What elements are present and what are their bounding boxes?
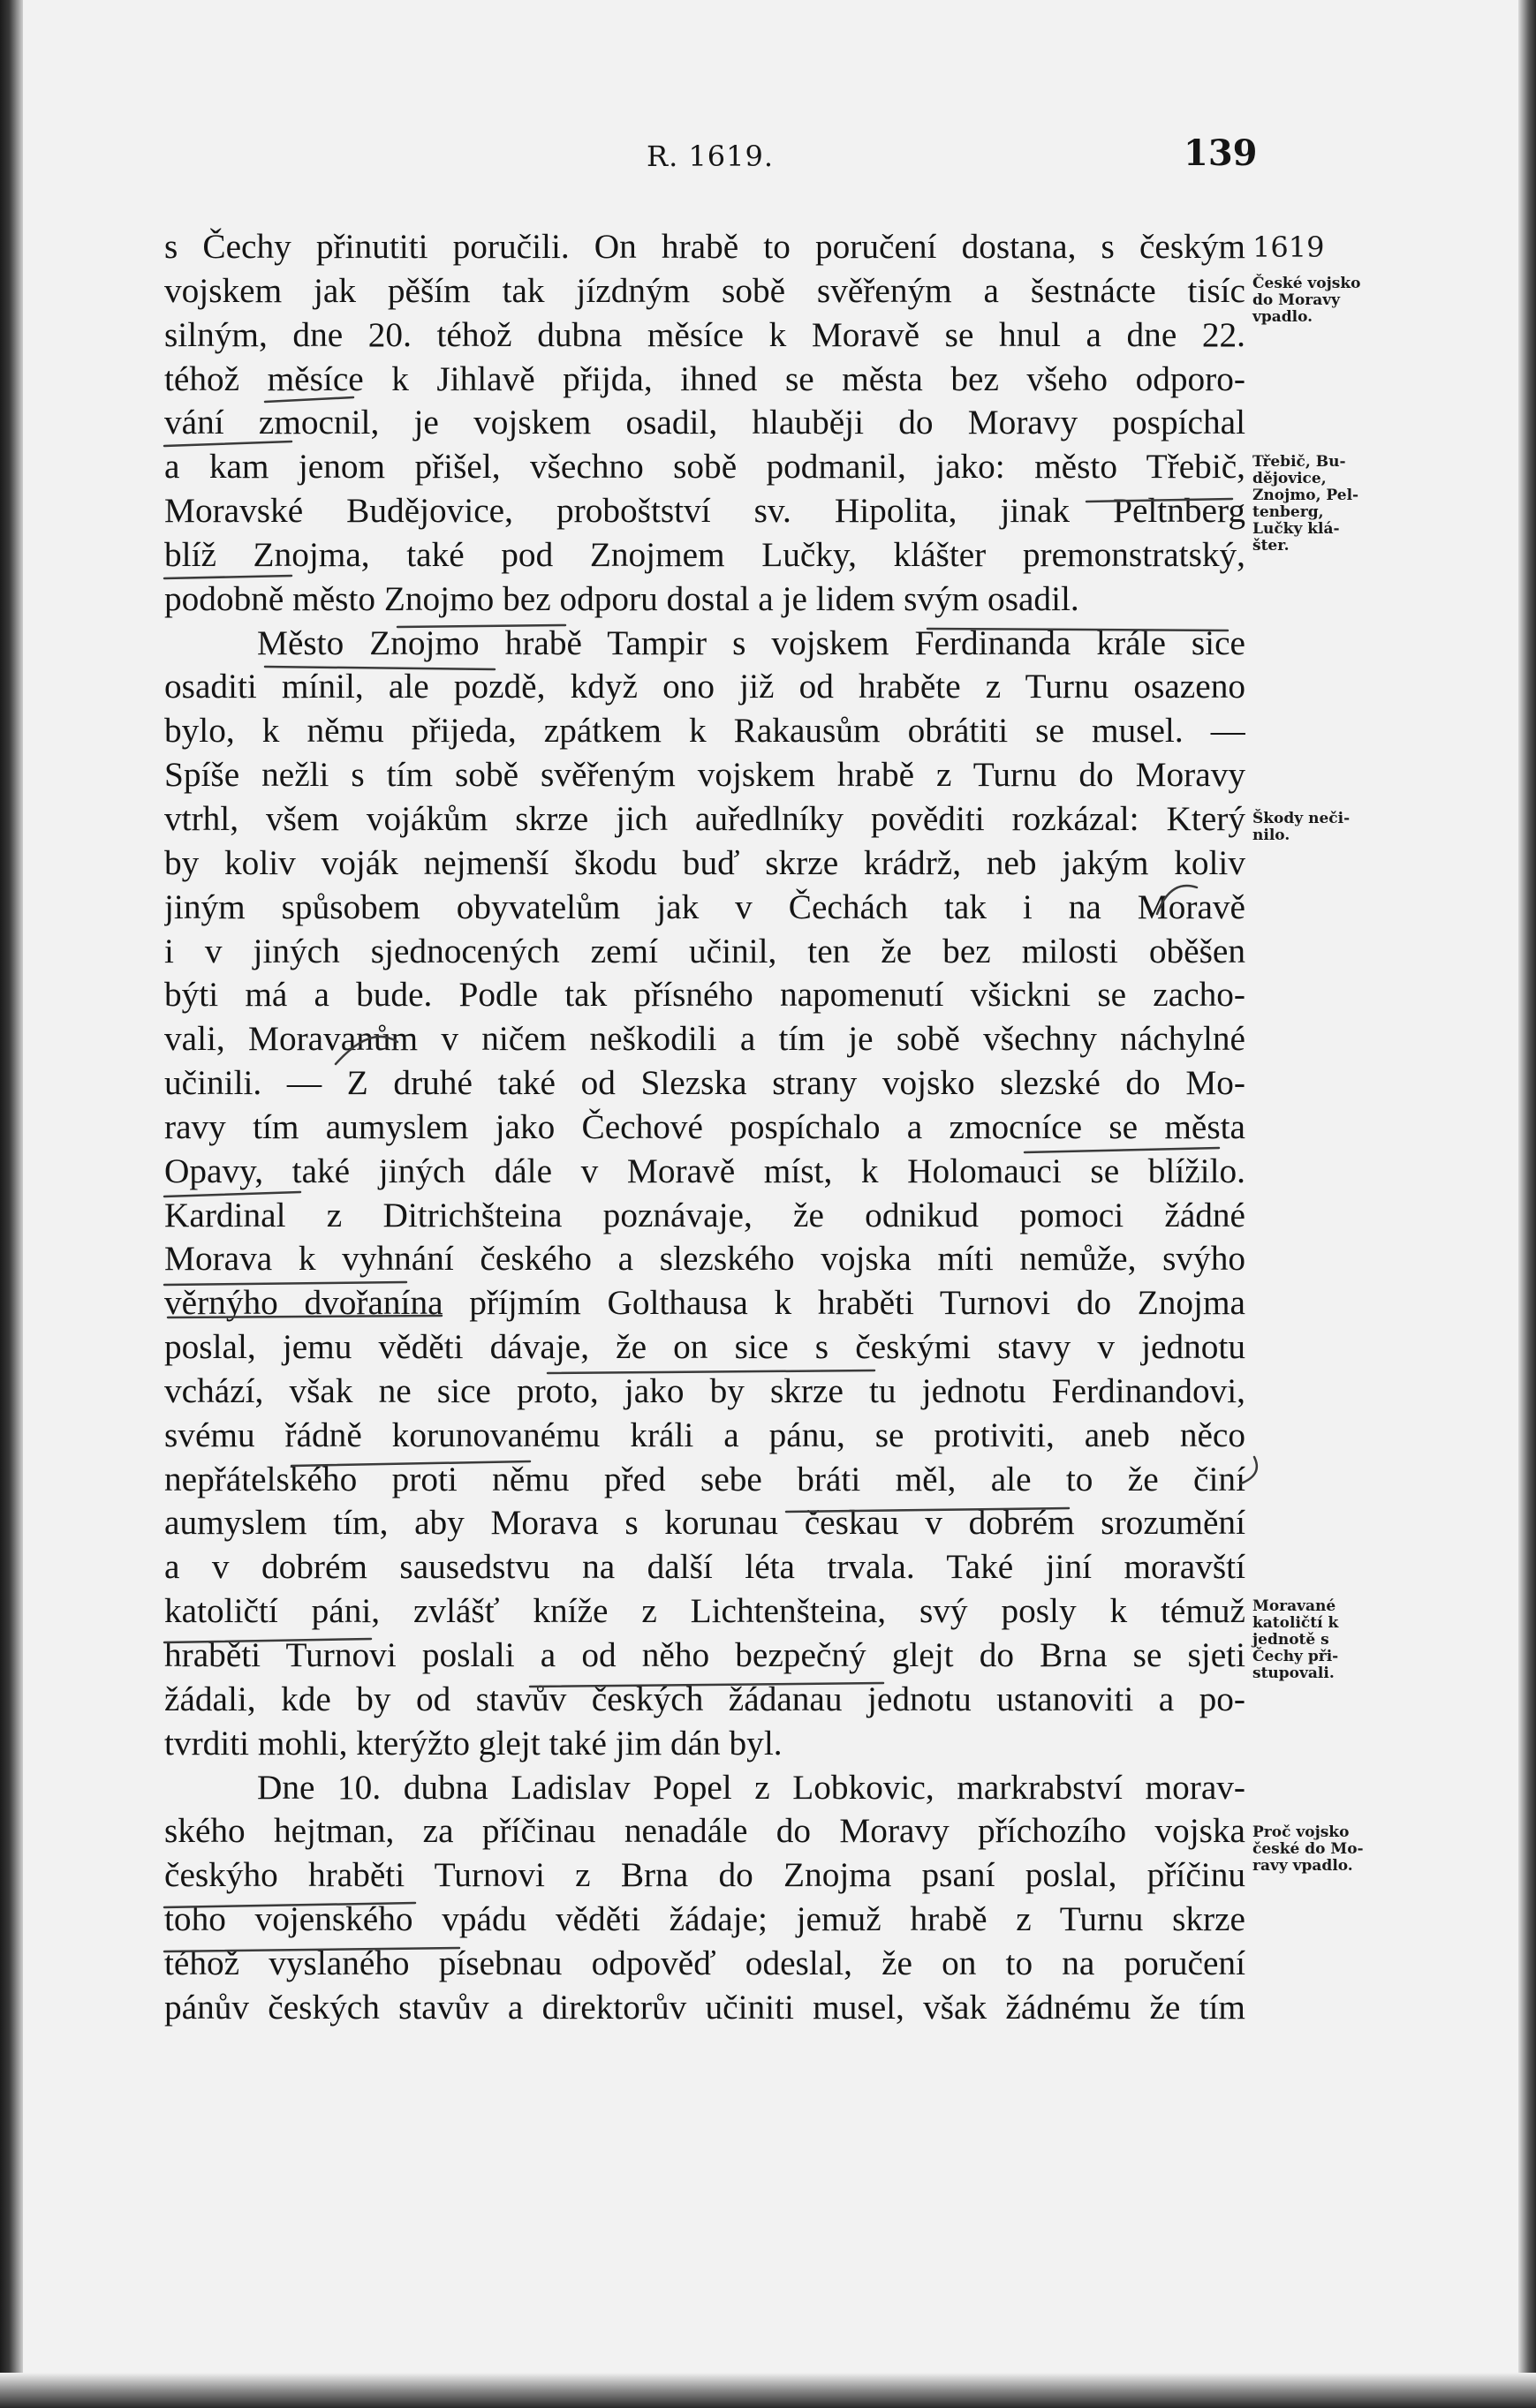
text-line: Morava k vyhnání českého a slezského vojska míti nemůže, svýho [164,1239,1245,1279]
text-line: Kardinal z Ditrichšteina poznávaje, že odnikud pomoci žádné [164,1195,1245,1234]
text-line: poslal, jemu věděti dávaje, že on sice s českými stavy v jednotu [164,1327,1245,1367]
text-line: jiným spůsobem obyvatelům jak v Čechách tak i na Moravě [164,887,1245,926]
pencil-loop [1157,886,1197,914]
text-line: s Čechy přinutiti poručili. On hrabě to poručení dostana, s českým [164,227,1245,266]
margin-note-damages: Škody neči- nilo. [1252,810,1351,844]
pencil-underline [1086,499,1232,502]
text-line: ského hejtman, za příčinau nenadále do Moravy příchozího vojska [164,1811,1245,1851]
text-line: vání zmocnil, je vojskem osadil, hlauběji do Moravy pospíchal [164,403,1245,442]
text-line: Dne 10. dubna Ladislav Popel z Lobkovic, markrabství morav- [257,1767,1245,1807]
pencil-underline [1025,1148,1219,1152]
pencil-underline [927,629,1228,630]
text-line: téhož měsíce k Jihlavě přijda, ihned se města bez všeho odporo- [164,359,1245,398]
text-line: vchází, však ne sice proto, jako by skrze tu jednotu Ferdinandovi, [164,1370,1245,1410]
pencil-underline [164,1903,415,1907]
pencil-underline [291,1461,530,1466]
text-line: ravy tím aumyslem jako Čechové pospíchalo a zmocníce se města [164,1106,1245,1146]
pencil-underline [548,1370,874,1373]
text-line: Moravské Budějovice, proboštství sv. Hipolita, jinak Peltnberg [164,491,1245,531]
pencil-underline [397,625,565,627]
page-number: 139 [1184,132,1258,174]
text-line: i v jiných sjednocených zemí učinil, ten že bez milosti oběšen [164,931,1245,970]
text-line: pánův českých stavův a direktorův učiniti musel, však žádnému že tím [164,1987,1245,2027]
text-line: Město Znojmo hrabě Tampir s vojskem Ferdinanda krále sice [257,623,1245,662]
text-line: bylo, k němu přijeda, zpátkem k Rakausům obrátiti se musel. — [164,711,1245,751]
pencil-underline [164,442,291,446]
text-line: by koliv voják nejmenší škodu buď skrze krádrž, neb jakým koliv [164,842,1245,882]
text-line: toho vojenského vpádu věděti žádaje; jemuž hrabě z Turnu skrze [164,1899,1245,1939]
pencil-underline [530,1683,883,1687]
text-line: katoličtí páni, zvlášť kníže z Lichtenšteina, svý posly k témuž [164,1591,1245,1631]
text-line: učinili. — Z druhé také od Slezska strany vojsko slezské do Mo- [164,1063,1245,1103]
text-line: věrnýho dvořanína příjmím Golthausa k hraběti Turnovi do Znojma [164,1283,1245,1323]
pencil-underline [786,1508,1069,1512]
text-line: Opavy, také jiných dále v Moravě míst, k Holomauci se blížilo. [164,1151,1245,1190]
text-line: blíž Znojma, také pod Znojmem Lučky, klášter premonstratský, [164,534,1245,574]
text-line: nepřátelského proti němu před sebe bráti měl, ale to že činí [164,1459,1245,1498]
pencil-underline [168,1316,442,1317]
text-line: aumyslem tím, aby Morava s korunau českau v dobrém srozumění [164,1503,1245,1543]
text-line: osaditi mínil, ale pozdě, když ono již od hraběte z Turnu osazeno [164,667,1245,706]
pencil-underline [164,1192,300,1196]
text-line: českýho hraběti Turnovi z Brna do Znojma psaní poslal, příčinu [164,1855,1245,1895]
pencil-loop [336,1037,397,1064]
text-line: vojskem jak pěším tak jízdným sobě svěřeným a šestnácte tisíc [164,270,1245,310]
text-line: tvrditi mohli, kterýžto glejt také jim dán byl. [164,1723,783,1763]
margin-note-czech-army: České vojsko do Moravy vpadlo. [1252,275,1361,326]
margin-note-moravian-catholics: Moravané katoličtí k jednotě s Čechy při- stupovali. [1252,1597,1339,1682]
pencil-underline [265,667,495,669]
text-line: vali, Moravanům v ničem neškodili a tím je sobě všechny náchylné [164,1019,1245,1059]
margin-note-trebic: Třebič, Bu- dějovice, Znojmo, Pel- tenberg, Lučky klá- šter. [1252,453,1359,555]
margin-note-year: 1619 [1252,230,1325,264]
pencil-underline [164,1948,459,1951]
pencil-underline [164,1282,406,1285]
text-line: silným, dne 20. téhož dubna měsíce k Moravě se hnul a dne 22. [164,314,1245,354]
text-line: hraběti Turnovi poslali a od něho bezpečný glejt do Brna se sjeti [164,1635,1245,1674]
margin-note-why-army: Proč vojsko české do Mo- ravy vpadlo. [1252,1823,1364,1875]
text-line: vtrhl, všem vojákům skrze jich auředlníky pověditi rozkázal: Který [164,798,1245,838]
text-line: býti má a bude. Podle tak přísného napomenutí všickni se zacho- [164,975,1245,1015]
pencil-underline [164,576,291,578]
text-line: svému řádně korunovanému králi a pánu, se protiviti, aneb něco [164,1415,1245,1454]
pencil-underline [164,1639,371,1642]
pencil-loop [1241,1457,1257,1483]
text-line: podobně město Znojmo bez odporu dostal a je lidem svým osadil. [164,578,1079,618]
running-head: R. 1619. [647,140,775,173]
pencil-underline [265,397,353,402]
text-line: a kam jenom přišel, všechno sobě podmanil, jako: město Třebič, [164,447,1245,487]
text-line: a v dobrém sausedstvu na další léta trvala. Také jiní moravští [164,1547,1245,1587]
text-line: Spíše nežli s tím sobě svěřeným vojskem hrabě z Turnu do Moravy [164,755,1245,795]
text-line: žádali, kde by od stavův českých žádanau jednotu ustanoviti a po- [164,1679,1245,1718]
text-line: téhož vyslaného písebnau odpověď odeslal, že on to na poručení [164,1943,1245,1982]
